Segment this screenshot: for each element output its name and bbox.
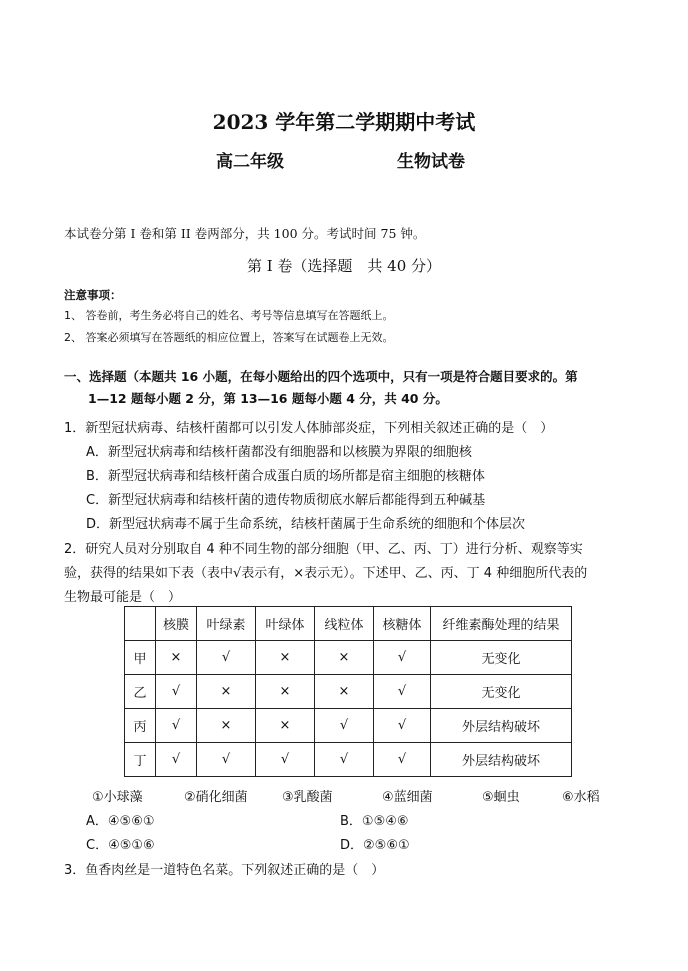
q2-stem-line: 验，获得的结果如下表（表中√表示有，×表示无）。下述甲、乙、丙、丁 4 种细胞所代表的 <box>64 566 588 581</box>
table-header-cell <box>125 607 156 641</box>
table-cell: 无变化 <box>431 641 572 675</box>
table-row <box>125 709 572 743</box>
table-cell: × <box>256 709 315 743</box>
organism-item: ④蓝细菌 <box>382 790 433 805</box>
grade-label: 高二年级 <box>216 152 284 172</box>
exam-title: 2023 学年第二学期期中考试 <box>212 110 476 134</box>
table-cell: 外层结构破坏 <box>431 709 572 743</box>
q2-option-c: C．④⑤①⑥ <box>86 838 155 853</box>
table-header-cell: 核糖体 <box>374 607 431 641</box>
exam-intro: 本试卷分第 I 卷和第 II 卷两部分，共 100 分。考试时间 75 钟。 <box>64 226 426 241</box>
notice-heading: 注意事项： <box>64 288 122 302</box>
q2-option-a: A．④⑤⑥① <box>86 814 155 829</box>
table-cell: √ <box>374 641 431 675</box>
table-header-cell: 叶绿体 <box>256 607 315 641</box>
organism-item: ⑥水稻 <box>562 790 600 805</box>
table-cell: √ <box>374 675 431 709</box>
q2-stem-line: 生物最可能是（ ） <box>64 590 182 605</box>
table-cell: × <box>315 675 374 709</box>
table-cell: √ <box>374 743 431 777</box>
table-cell: × <box>156 641 197 675</box>
table-cell: × <box>315 641 374 675</box>
q1-option-d: D．新型冠状病毒不属于生命系统，结核杆菌属于生命系统的细胞和个体层次 <box>86 517 526 532</box>
table-cell: √ <box>156 709 197 743</box>
q3-stem: 3．鱼香肉丝是一道特色名菜。下列叙述正确的是（ ） <box>64 863 385 878</box>
organism-item: ③乳酸菌 <box>282 790 333 805</box>
table-row <box>125 641 572 675</box>
table-header-cell: 纤维素酶处理的结果 <box>431 607 572 641</box>
table-header-cell: 线粒体 <box>315 607 374 641</box>
table-cell: 外层结构破坏 <box>431 743 572 777</box>
table-cell: 乙 <box>125 675 156 709</box>
table-row <box>125 675 572 709</box>
q2-results-table <box>124 606 572 777</box>
table-cell: 无变化 <box>431 675 572 709</box>
part1-title: 第 I 卷（选择题 共 40 分） <box>246 257 442 275</box>
q1-option-c: C．新型冠状病毒和结核杆菌的遗传物质彻底水解后都能得到五种碱基 <box>86 493 486 508</box>
section1-heading-line1: 一、选择题（本题共 16 小题，在每小题给出的四个选项中，只有一项是符合题目要求的。第 <box>64 369 578 384</box>
table-cell: √ <box>156 675 197 709</box>
table-cell: × <box>256 675 315 709</box>
table-cell: √ <box>197 641 256 675</box>
table-cell: × <box>256 641 315 675</box>
q1-option-b: B．新型冠状病毒和结核杆菌合成蛋白质的场所都是宿主细胞的核糖体 <box>86 469 485 484</box>
table-cell: √ <box>315 743 374 777</box>
table-header-row <box>125 607 572 641</box>
organism-item: ⑤蛔虫 <box>482 790 520 805</box>
table-cell: 甲 <box>125 641 156 675</box>
table-row <box>125 743 572 777</box>
table-cell: √ <box>256 743 315 777</box>
q1-option-a: A．新型冠状病毒和结核杆菌都没有细胞器和以核膜为界限的细胞核 <box>86 445 472 460</box>
table-cell: 丙 <box>125 709 156 743</box>
subject-label: 生物试卷 <box>397 152 465 172</box>
table-cell: √ <box>197 743 256 777</box>
notice-item: 1、 答卷前，考生务必将自己的姓名、考号等信息填写在答题纸上。 <box>64 309 394 322</box>
notice-item: 2、 答案必须填写在答题纸的相应位置上，答案写在试题卷上无效。 <box>64 331 394 344</box>
table-cell: 丁 <box>125 743 156 777</box>
q2-stem-line: 2．研究人员对分别取自 4 种不同生物的部分细胞（甲、乙、丙、丁）进行分析、观察等实 <box>64 542 583 557</box>
organism-item: ①小球藻 <box>92 790 143 805</box>
table-cell: × <box>197 709 256 743</box>
q2-option-d: D．②⑤⑥① <box>340 838 410 853</box>
table-header-cell: 叶绿素 <box>197 607 256 641</box>
table-cell: √ <box>156 743 197 777</box>
table-cell: √ <box>374 709 431 743</box>
q1-stem: 1．新型冠状病毒、结核杆菌都可以引发人体肺部炎症，下列相关叙述正确的是（ ） <box>64 421 554 436</box>
table-header-cell: 核膜 <box>156 607 197 641</box>
table-cell: √ <box>315 709 374 743</box>
q2-option-b: B．①⑤④⑥ <box>340 814 409 829</box>
organism-item: ②硝化细菌 <box>184 790 248 805</box>
table-cell: × <box>197 675 256 709</box>
section1-heading-line2: 1—12 题每小题 2 分，第 13—16 题每小题 4 分，共 40 分。 <box>88 391 448 406</box>
